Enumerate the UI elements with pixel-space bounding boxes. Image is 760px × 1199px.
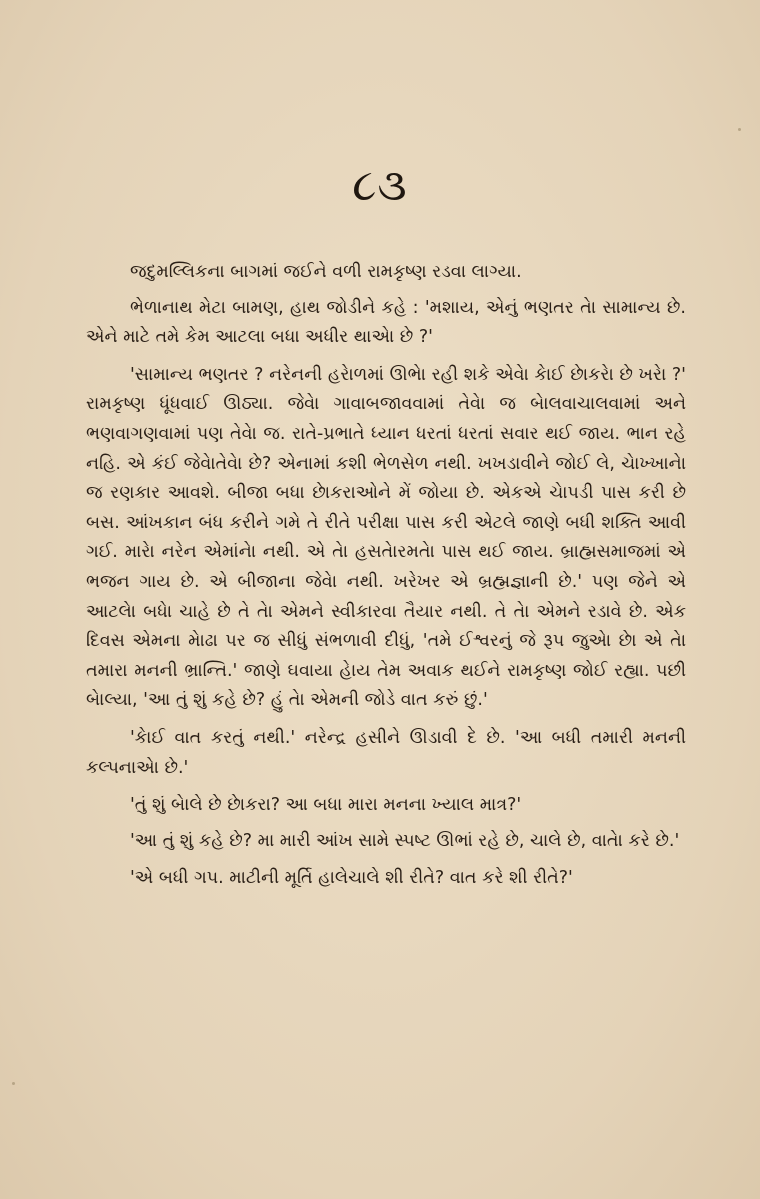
page-number: ૮૩ — [352, 160, 408, 211]
paragraph: 'આ તું શું કહે છે? મા મારી આંખ સામે સ્પષ્ટ ઊભાં રહે છે, ચાલે છે, વાતેા કરે છે.' — [130, 830, 680, 851]
paper-speck — [12, 1082, 15, 1085]
paragraph: જદુમલ્લિકના બાગમાં જઈને વળી રામકૃષ્ણ રડવા લાગ્યા. — [130, 262, 522, 282]
paragraph: 'તું શું બેાલે છે છેાકરા? આ બધા મારા મનના ખ્યાલ માત્ર?' — [130, 795, 522, 816]
paragraph: 'સામાન્ય ભણતર ? નરેનની હરેાળમાં ઊભેા રહી શકે એવેા કેાઈ છેાકરેા છે ખરેા ?' રામકૃષ્ણ ધૂંધવાઈ ઊઠ્યા. જેવેા ગાવાબજાવવામાં તેવેા જ બેાલવાચાલવામાં અને ભણવાગણવામાં પણ તેવેા જ. રાતે-પ્રભાતે ધ્યાન ધરતાં ધરતાં સવાર થઈ જાય. ભાન રહે નહિ. એ કંઈ જેવેાતેવેા છે? એનામાં કશી ભેળસેળ નથી. ખખડાવીને જોઈ લે, ચેાખ્ખાનેા જ રણકાર આવશે. બીજા બધા છેાકરાઓને મેં જોયા છે. એકએ ચેાપડી પાસ કરી છે બસ. આંખકાન બંધ કરીને ગમે તે રીતે પરીક્ષા પાસ કરી એટલે જાણે બધી શક્તિ આવી ગઈ. મારેા નરેન એમાંનેા નથી. એ તેા હસતેારમતેા પાસ થઈ જાય. બ્રાહ્મસમાજમાં એ ભજન ગાય છે. એ બીજાના જેવેા નથી. ખરેખર એ બ્રહ્મજ્ઞાની છે.' પણ જેને એ આટલેા બધેા ચાહે છે તે તેા એમને સ્વીકારવા તૈયાર નથી. તે તેા એમને રડાવે છે. એક દિવસ એમના મેાઢા પર જ સીધું સંભળાવી દીધું, 'તમે ઈશ્વરનું જે રૂપ જુએા છેા એ તેા તમારા મનની ભ્રાન્તિ.' જાણે ઘવાયા હેાય તેમ અવાક થઈને રામકૃષ્ણ જોઈ રહ્યા. પછી બેાલ્યા, 'આ તું શું કહે છે? હું તેા એમની જોડે વાત કરું છું.' — [86, 364, 686, 711]
paragraph: ભેળાનાથ મેટા બામણ, હાથ જોડીને કહે : 'મશાય, એનું ભણતર તેા સામાન્ય છે. એને માટે તમે કેમ આટલા બધા અધીર થાએા છે ?' — [86, 297, 686, 348]
body-text — [86, 258, 686, 902]
paragraph: 'કેાઈ વાત કરતું નથી.' નરેન્દ્ર હસીને ઊડાવી દે છે. 'આ બધી તમારી મનની કલ્પનાએા છે.' — [86, 727, 686, 778]
paper-speck — [738, 128, 741, 131]
paragraph: 'એ બધી ગપ. માટીની મૂર્તિ હાલેચાલે શી રીતે? વાત કરે શી રીતે?' — [130, 868, 573, 889]
